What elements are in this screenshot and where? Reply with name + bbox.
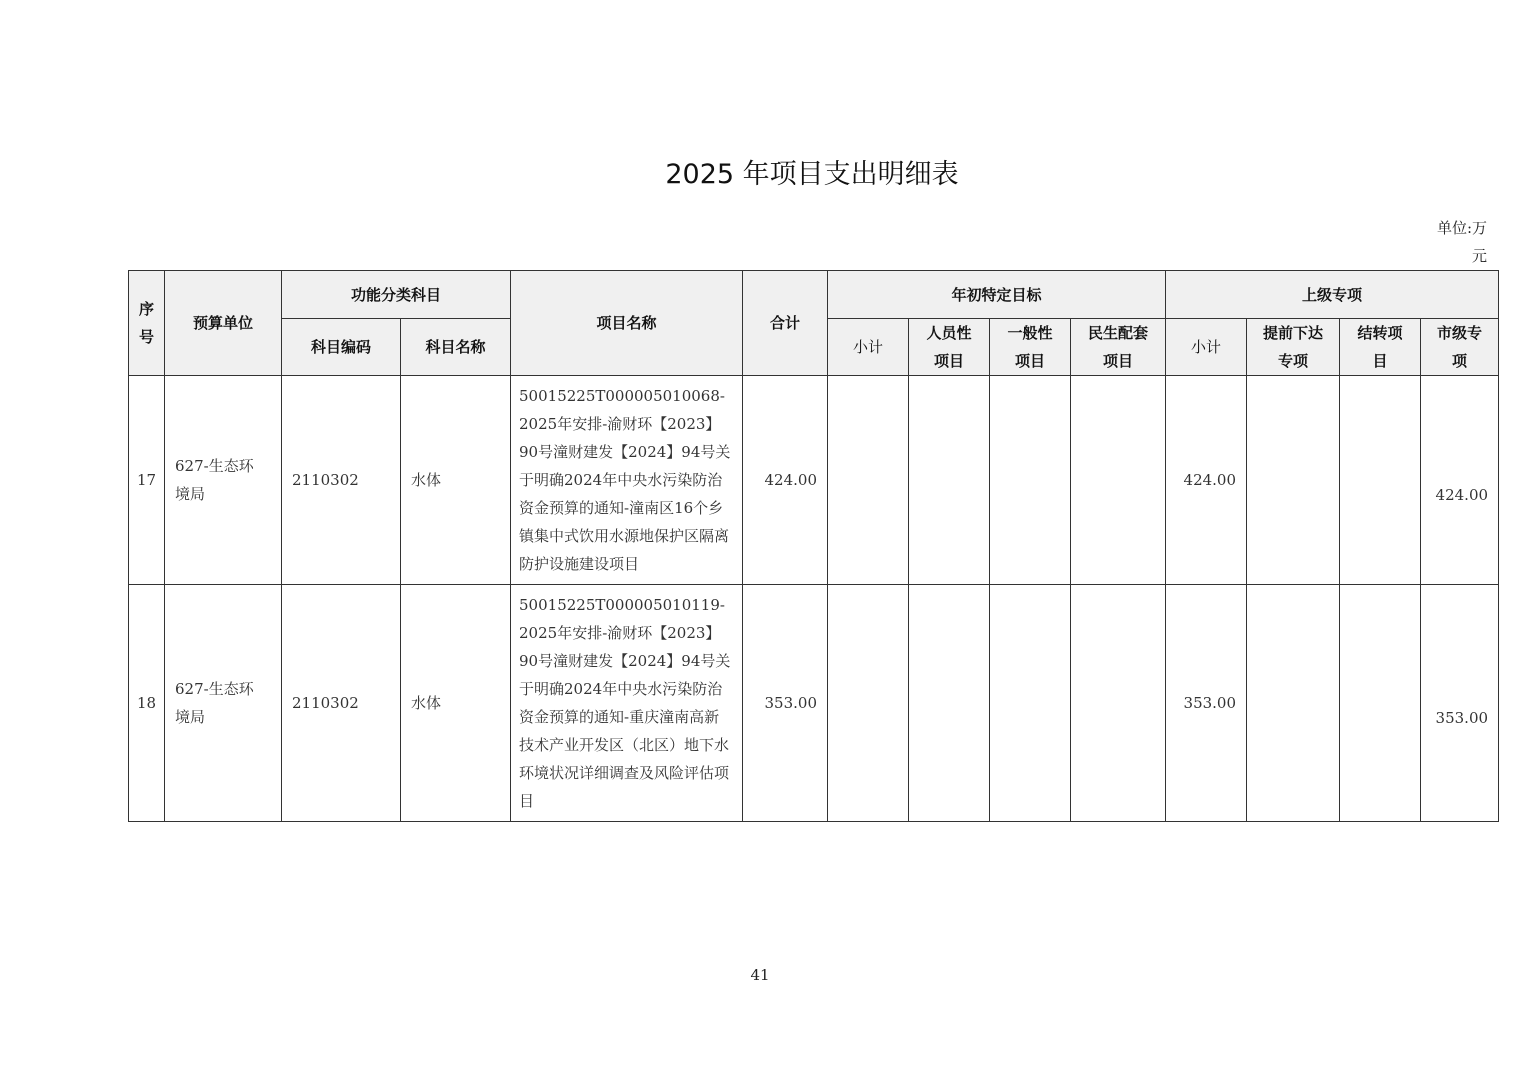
header-superior: 上级专项 [1166, 271, 1499, 319]
header-carryover: 结转项目 [1340, 319, 1421, 376]
page-number: 41 [750, 966, 770, 984]
header-municipal: 市级专项 [1421, 319, 1499, 376]
cell-personnel [909, 585, 990, 822]
header-initial-target: 年初特定目标 [828, 271, 1166, 319]
header-func-category: 功能分类科目 [282, 271, 511, 319]
cell-livelihood [1071, 376, 1166, 585]
cell-project-name: 50015225T000005010119-2025年安排-渝财环【2023】90号潼财建发【2024】94号关于明确2024年中央水污染防治资金预算的通知-重庆潼南高新技术产业开发区（北区）地下水环境状况详细调查及风险评估项目 [511, 585, 743, 822]
header-seq: 序号 [129, 271, 165, 376]
unit-label: 单位:万元 [1436, 219, 1487, 265]
cell-livelihood [1071, 585, 1166, 822]
cell-budget-unit: 627-生态环境局 [165, 585, 282, 822]
header-superior-subtotal: 小计 [1166, 319, 1247, 376]
cell-subject-code: 2110302 [282, 585, 401, 822]
cell-superior-subtotal: 424.00 [1166, 376, 1247, 585]
cell-advance [1247, 585, 1340, 822]
cell-seq: 17 [129, 376, 165, 585]
cell-general [990, 376, 1071, 585]
header-initial-subtotal: 小计 [828, 319, 909, 376]
header-budget-unit: 预算单位 [165, 271, 282, 376]
cell-general [990, 585, 1071, 822]
header-livelihood: 民生配套项目 [1071, 319, 1166, 376]
page-title: 2025 年项目支出明细表 [665, 159, 959, 190]
header-subject-code: 科目编码 [282, 319, 401, 376]
cell-subject-name: 水体 [401, 585, 511, 822]
cell-subject-code: 2110302 [282, 376, 401, 585]
cell-initial-subtotal [828, 376, 909, 585]
cell-personnel [909, 376, 990, 585]
table-row [129, 376, 1499, 585]
cell-superior-subtotal: 353.00 [1166, 585, 1247, 822]
header-general: 一般性项目 [990, 319, 1071, 376]
cell-project-name: 50015225T000005010068-2025年安排-渝财环【2023】90号潼财建发【2024】94号关于明确2024年中央水污染防治资金预算的通知-潼南区16个乡镇集中式饮用水源地保护区隔离防护设施建设项目 [511, 376, 743, 585]
cell-advance [1247, 376, 1340, 585]
project-expenditure-table [128, 270, 1499, 822]
table-row [129, 585, 1499, 822]
header-personnel: 人员性项目 [909, 319, 990, 376]
header-advance: 提前下达专项 [1247, 319, 1340, 376]
cell-carryover [1340, 585, 1421, 822]
header-total: 合计 [743, 271, 828, 376]
cell-carryover [1340, 376, 1421, 585]
header-subject-name: 科目名称 [401, 319, 511, 376]
cell-subject-name: 水体 [401, 376, 511, 585]
cell-total: 424.00 [743, 376, 828, 585]
header-project-name: 项目名称 [511, 271, 743, 376]
cell-seq: 18 [129, 585, 165, 822]
cell-budget-unit: 627-生态环境局 [165, 376, 282, 585]
cell-initial-subtotal [828, 585, 909, 822]
cell-municipal: 424.00 [1421, 376, 1499, 585]
cell-municipal: 353.00 [1421, 585, 1499, 822]
cell-total: 353.00 [743, 585, 828, 822]
